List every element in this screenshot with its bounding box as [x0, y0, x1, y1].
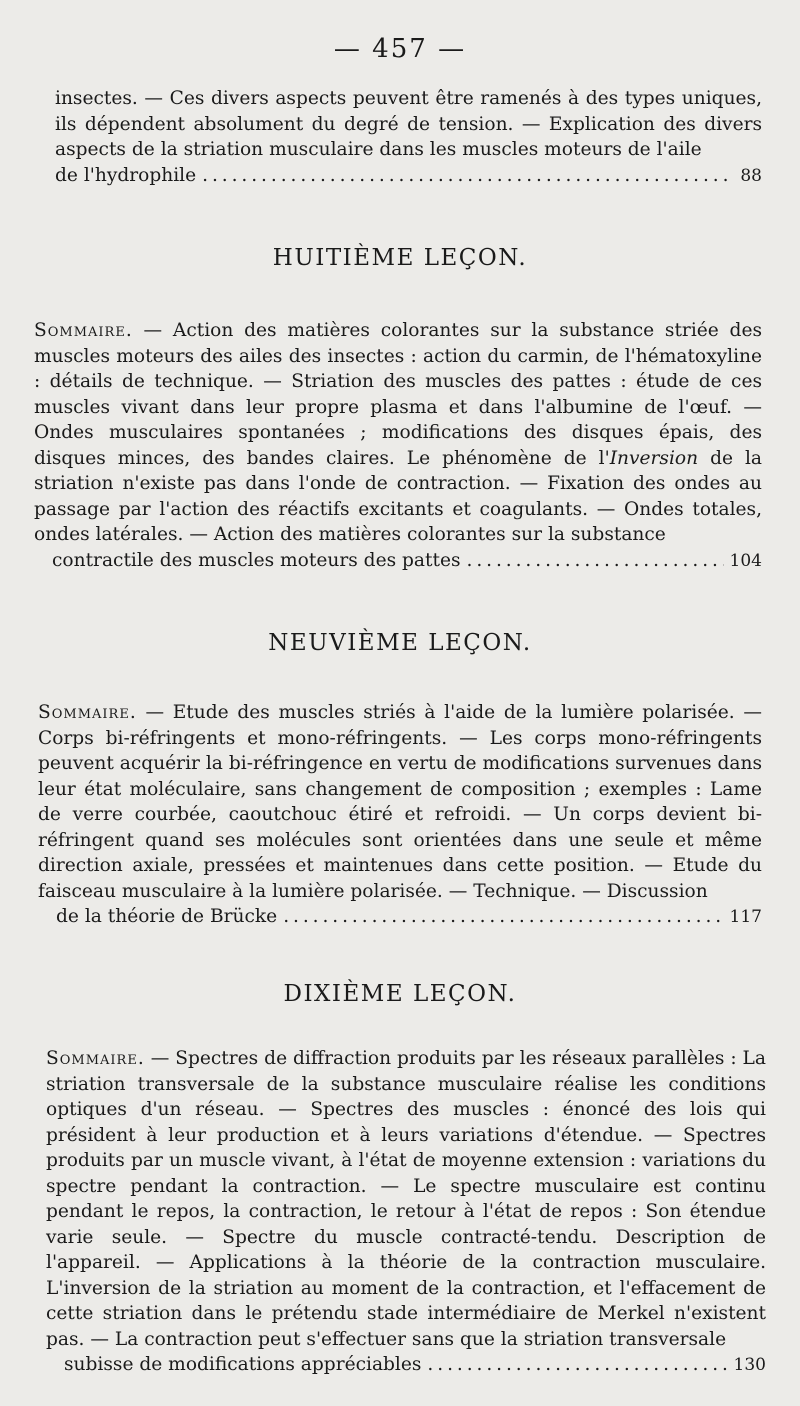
section-heading: HUITIÈME LEÇON. — [272, 245, 528, 271]
summary-text: — Spectres de diffraction produits par les réseaux parallèles : La striation transversale de la substance musculaire réalise les conditions optiques d'un réseau. — Spectres des muscles : énoncé des lois qui président à leur production et à leurs variations d'étendue. — Spectres produits par un muscle vivant, à l'état de moyenne extension : variations du spectre pendant la contraction. — Le spectre musculaire est continu pendant le repos, la contraction, le retour à l'état de repos : Son étendue varie seule. — Spectre du muscle contracté-tendu. Description de l'appareil. — Applications à la théorie de la contraction musculaire. L'inversion de la striation au moment de la contraction, et l'effacement de cette striation dans le prétendu stade intermédiaire de Merkel n'existent pas. — La contraction peut s'effectuer sans que la striation transversale — [46, 1048, 766, 1350]
toc-page-number: 117 — [729, 907, 762, 927]
toc-page-number: 130 — [733, 1355, 766, 1375]
intro-paragraph — [55, 86, 762, 189]
toc-entry-end — [55, 163, 762, 190]
dot-leader — [467, 548, 724, 574]
toc-page-number: 88 — [740, 165, 762, 186]
toc-entry-end — [46, 1352, 766, 1379]
summary-paragraph — [34, 318, 762, 574]
summary-paragraph — [46, 1046, 766, 1379]
summary-italic: Inversion — [609, 447, 699, 469]
page-number: — 457 — — [333, 34, 467, 64]
summary-text-cont: de la striation n'existe pas dans l'onde de contraction. — Fixation des ondes au passage par l'action des réactifs excitants et coagulants. — Ondes totales, ondes latérales. — Action des matières colorantes sur la substance — [34, 447, 762, 545]
summary-text: — Etude des muscles striés à l'aide de la lumière polarisée. — Corps bi-réfringents et mono-réfringents. — Les corps mono-réfringents peuvent acquérir la bi-réfringence en vertu de modifications survenues dans leur état moléculaire, sans changement de composition ; exemples : Lame de verre courbée, caoutchouc étiré et refroidi. — Un corps devient bi-réfringent quand ses molécules sont orientées dans une seule et même direction axiale, pressées et maintenues dans cette position. — Etude du faisceau musculaire à la lumière polarisée. — Technique. — Discussion — [38, 702, 762, 902]
summary-label: Sommaire. — [34, 320, 133, 341]
section-heading: DIXIÈME LEÇON. — [283, 981, 517, 1007]
dot-leader — [202, 163, 734, 189]
toc-entry-end — [38, 904, 762, 931]
summary-label: Sommaire. — [38, 702, 137, 723]
toc-entry-title: subisse de modifications appréciables — [64, 1354, 422, 1375]
toc-entry-title: de la théorie de Brücke — [56, 906, 278, 927]
toc-page-number: 104 — [729, 550, 762, 571]
dot-leader — [283, 904, 723, 930]
dot-leader — [427, 1352, 727, 1378]
summary-text: — Action des matières colorantes sur la substance striée des muscles moteurs des ailes des insectes : action du carmin, de l'hématoxyline : détails de technique. — Striation des muscles des pattes : étude de ces muscles vivant dans leur propre plasma et dans l'albumine de l'œuf. — Ondes musculaires spontanées ; modifications des disques épais, des disques minces, des bandes claires. Le phénomène de l' — [34, 320, 763, 469]
toc-entry-end — [34, 548, 762, 575]
toc-entry-title: de l'hydrophile — [55, 164, 197, 186]
summary-paragraph — [38, 700, 762, 931]
section-heading: NEUVIÈME LEÇON. — [268, 630, 532, 656]
summary-label: Sommaire. — [46, 1048, 145, 1069]
toc-entry-title: contractile des muscles moteurs des pattes — [52, 549, 461, 571]
intro-text: insectes. — Ces divers aspects peuvent être ramenés à des types uniques, ils dépendent absolument du degré de tension. — Explication des divers aspects de la striation musculaire dans les muscles moteurs de l'aile — [55, 88, 762, 160]
